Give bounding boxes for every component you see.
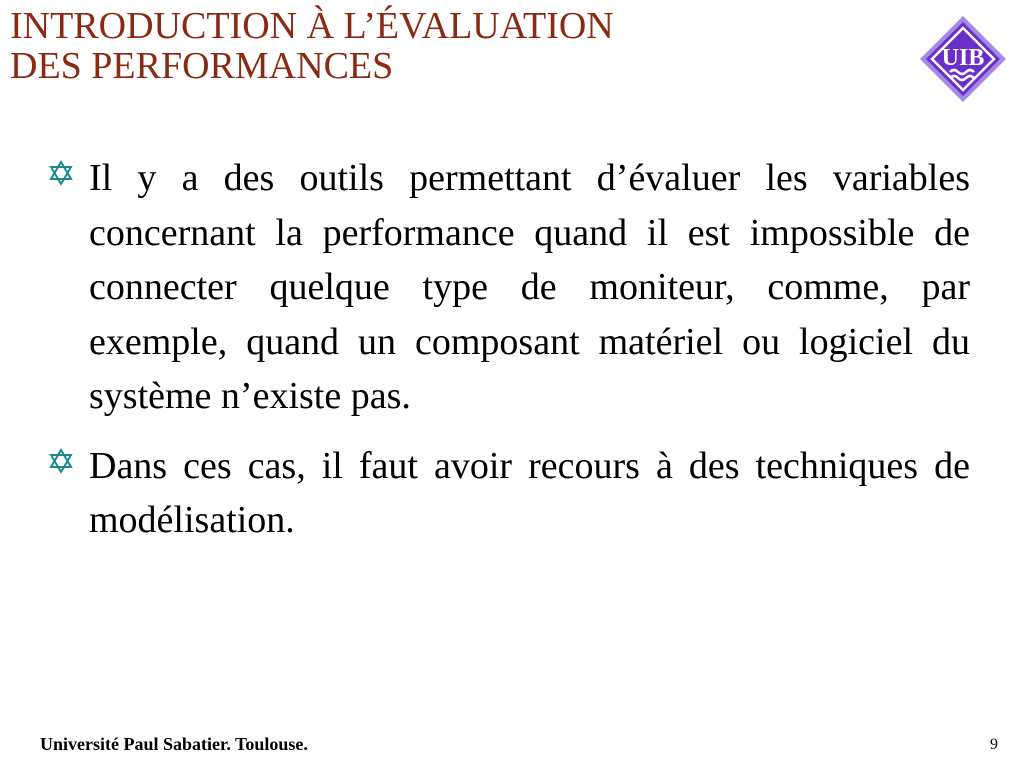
uib-logo [914, 10, 1012, 108]
star-of-david-icon [48, 448, 74, 474]
slide-title-line-1: INTRODUCTION À L’ÉVALUATION [10, 5, 614, 47]
slide-title-line-2: DES PERFORMANCES [10, 45, 394, 87]
star-of-david-icon [48, 160, 74, 186]
bullet-item [48, 439, 970, 548]
slide-title [10, 6, 870, 86]
uib-logo-graphic [914, 10, 1012, 108]
footer-institution: Université Paul Sabatier. Toulouse. [40, 734, 308, 754]
bullet-text: Il y a des outils permettant d’évaluer les variables concernant la performance quand il est impossible de connecter quelque type de moniteur, comme, par exemple, quand un composant matériel ou logiciel du système n’existe pas. [89, 157, 970, 417]
uib-logo-text: UIB [941, 45, 985, 71]
bullet-text: Dans ces cas, il faut avoir recours à des techniques de modélisation. [89, 444, 970, 541]
bullet-item [48, 151, 970, 424]
bullet-list [48, 151, 970, 563]
page-number: 9 [990, 736, 998, 753]
